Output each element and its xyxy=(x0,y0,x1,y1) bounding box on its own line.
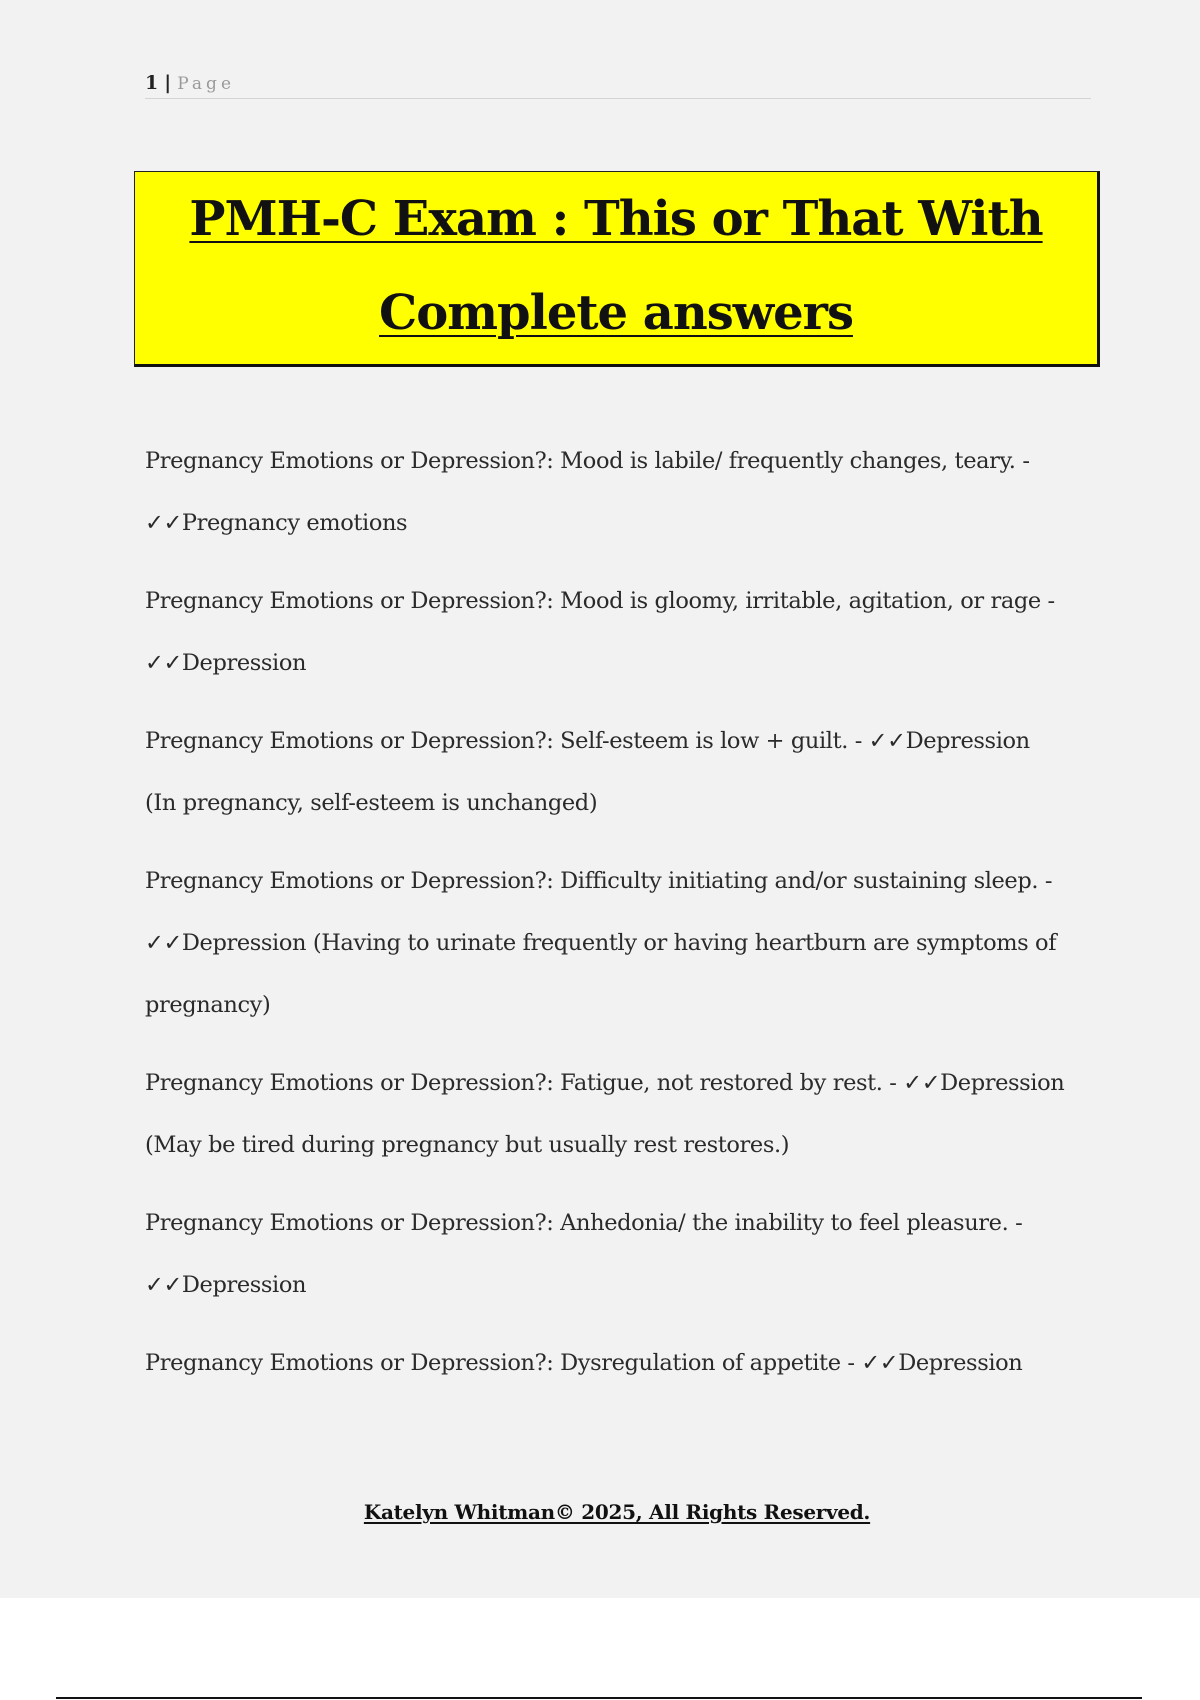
document-title-line-2: Complete answers xyxy=(379,285,853,341)
qa-item: Pregnancy Emotions or Depression?: Self-esteem is low + guilt. - ✓✓Depression (In pregnancy, self-esteem is unchanged) xyxy=(145,728,1030,816)
qa-item: Pregnancy Emotions or Depression?: Fatigue, not restored by rest. - ✓✓Depression (May be tired during pregnancy but usually rest restores.) xyxy=(145,1070,1065,1158)
page-separator: | xyxy=(164,72,172,94)
qa-item: Pregnancy Emotions or Depression?: Difficulty initiating and/or sustaining sleep. - ✓✓Depression (Having to urinate frequently or having heartburn are symptoms of pregnancy) xyxy=(145,868,1057,1018)
copyright-text: Katelyn Whitman© 2025, All Rights Reserved. xyxy=(363,1500,871,1524)
qa-item: Pregnancy Emotions or Depression?: Mood is gloomy, irritable, agitation, or rage - ✓✓Depression xyxy=(145,588,1055,676)
bottom-divider xyxy=(56,1697,1142,1699)
qa-item: Pregnancy Emotions or Depression?: Anhedonia/ the inability to feel pleasure. - ✓✓Depression xyxy=(145,1210,1023,1298)
qa-item: Pregnancy Emotions or Depression?: Mood is labile/ frequently changes, teary. - ✓✓Pregnancy emotions xyxy=(145,448,1030,536)
copyright-footer xyxy=(0,1500,1200,1524)
document-title-line-1: PMH-C Exam : This or That With xyxy=(189,191,1043,247)
title-box xyxy=(134,171,1100,367)
page-label: Page xyxy=(177,74,236,94)
page-number: 1 xyxy=(145,72,159,94)
qa-item: Pregnancy Emotions or Depression?: Dysregulation of appetite - ✓✓Depression xyxy=(145,1350,1023,1376)
page-header xyxy=(145,72,1091,99)
qa-list xyxy=(145,430,1065,1410)
